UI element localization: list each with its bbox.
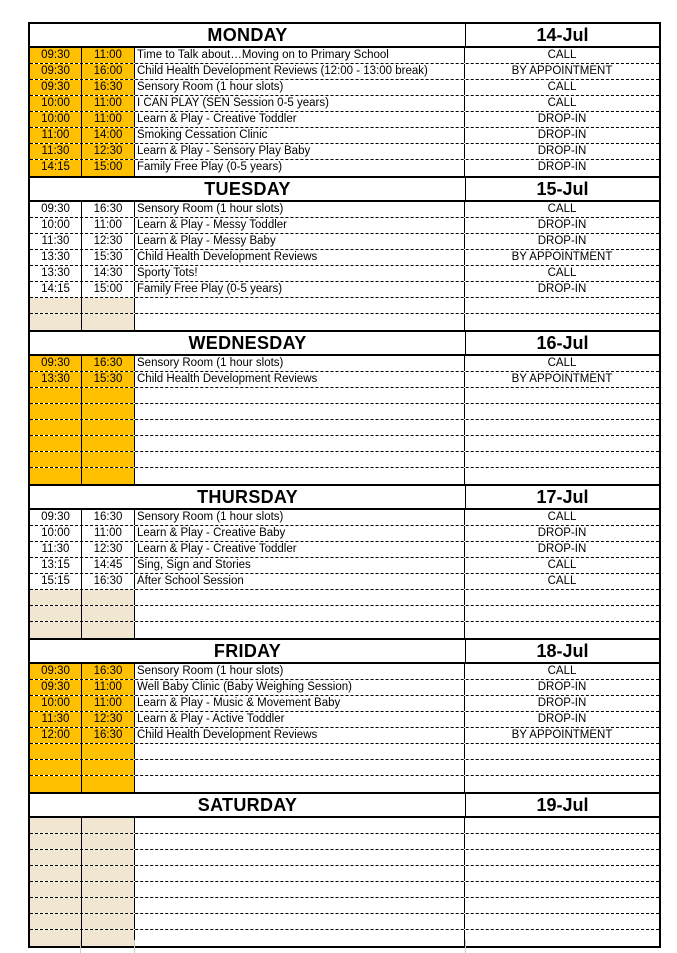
schedule-row <box>30 282 659 298</box>
end-time <box>82 314 135 330</box>
booking-type: CALL <box>547 357 577 369</box>
schedule-row <box>30 112 659 128</box>
activity: Smoking Cessation Clinic <box>135 128 465 143</box>
end-time: 16:30 <box>82 574 135 589</box>
day-name: THURSDAY <box>30 486 466 508</box>
booking-type <box>465 898 659 913</box>
activity: Sensory Room (1 hour slots) <box>135 202 465 217</box>
booking-type: DROP-IN <box>537 235 587 247</box>
booking-type <box>465 468 659 484</box>
end-time <box>82 850 135 865</box>
booking-type: DROP-IN <box>537 543 587 555</box>
activity <box>135 468 465 484</box>
end-time <box>82 590 135 605</box>
booking-type: DROP-IN <box>537 527 587 539</box>
start-time: 14:15 <box>30 160 82 176</box>
activity: Child Health Development Reviews <box>135 250 465 265</box>
end-time: 11:00 <box>82 218 135 233</box>
day-date: 19-Jul <box>536 795 589 815</box>
activity <box>135 866 465 881</box>
schedule-row <box>30 850 659 866</box>
end-time <box>82 404 135 419</box>
end-time <box>82 776 135 792</box>
start-time: 09:30 <box>30 510 82 525</box>
booking-type <box>465 314 659 330</box>
start-time <box>30 818 82 833</box>
schedule-row <box>30 266 659 282</box>
booking-type <box>465 914 659 929</box>
day-header <box>30 24 659 48</box>
activity <box>135 404 465 419</box>
start-time: 09:30 <box>30 80 82 95</box>
schedule-row <box>30 388 659 404</box>
start-time <box>30 436 82 451</box>
start-time: 13:30 <box>30 250 82 265</box>
end-time: 12:30 <box>82 712 135 727</box>
end-time <box>82 468 135 484</box>
schedule-row <box>30 160 659 176</box>
schedule-row <box>30 404 659 420</box>
start-time: 11:00 <box>30 128 82 143</box>
schedule-row <box>30 218 659 234</box>
end-time: 16:30 <box>82 356 135 371</box>
schedule-row <box>30 590 659 606</box>
booking-type: CALL <box>547 267 577 279</box>
schedule-row <box>30 314 659 330</box>
booking-type <box>465 590 659 605</box>
sheet-overflow-gridlines <box>28 940 661 953</box>
activity: Learn & Play - Music & Movement Baby <box>135 696 465 711</box>
schedule-row <box>30 48 659 64</box>
booking-type <box>465 866 659 881</box>
schedule-row <box>30 744 659 760</box>
end-time: 12:30 <box>82 542 135 557</box>
day-header <box>30 332 659 356</box>
booking-type: CALL <box>547 97 577 109</box>
booking-type <box>465 436 659 451</box>
activity <box>135 818 465 833</box>
schedule-row <box>30 760 659 776</box>
day-block-friday <box>28 638 661 792</box>
end-time: 11:00 <box>82 96 135 111</box>
start-time: 11:30 <box>30 144 82 159</box>
activity <box>135 850 465 865</box>
schedule-row <box>30 468 659 484</box>
end-time <box>82 866 135 881</box>
end-time: 16:30 <box>82 728 135 743</box>
activity <box>135 898 465 913</box>
schedule-row <box>30 526 659 542</box>
schedule-row <box>30 96 659 112</box>
booking-type: DROP-IN <box>537 161 587 173</box>
booking-type: DROP-IN <box>537 145 587 157</box>
activity: After School Session <box>135 574 465 589</box>
end-time <box>82 452 135 467</box>
schedule-row <box>30 202 659 218</box>
end-time: 11:00 <box>82 696 135 711</box>
start-time <box>30 850 82 865</box>
day-date: 16-Jul <box>536 333 589 353</box>
start-time <box>30 760 82 775</box>
start-time <box>30 420 82 435</box>
start-time: 11:30 <box>30 712 82 727</box>
booking-type <box>465 606 659 621</box>
start-time <box>30 468 82 484</box>
day-header <box>30 486 659 510</box>
booking-type: CALL <box>547 81 577 93</box>
schedule-row <box>30 834 659 850</box>
activity: Time to Talk about…Moving on to Primary School <box>135 48 465 63</box>
end-time: 16:30 <box>82 80 135 95</box>
activity: Sensory Room (1 hour slots) <box>135 356 465 371</box>
start-time <box>30 590 82 605</box>
booking-type: CALL <box>547 203 577 215</box>
start-time: 11:30 <box>30 542 82 557</box>
start-time <box>30 452 82 467</box>
day-name: WEDNESDAY <box>30 332 466 354</box>
booking-type <box>465 744 659 759</box>
day-name: FRIDAY <box>30 640 466 662</box>
booking-type <box>465 760 659 775</box>
booking-type <box>465 298 659 313</box>
activity: Well Baby Clinic (Baby Weighing Session) <box>135 680 465 695</box>
activity: Child Health Development Reviews <box>135 372 465 387</box>
end-time: 16:30 <box>82 510 135 525</box>
end-time: 15:00 <box>82 282 135 297</box>
end-time: 11:00 <box>82 112 135 127</box>
end-time: 15:30 <box>82 372 135 387</box>
start-time: 09:30 <box>30 664 82 679</box>
schedule-row <box>30 776 659 792</box>
booking-type: CALL <box>547 49 577 61</box>
booking-type: BY APPOINTMENT <box>511 251 613 263</box>
activity: Learn & Play - Messy Baby <box>135 234 465 249</box>
day-date: 17-Jul <box>536 487 589 507</box>
start-time <box>30 404 82 419</box>
booking-type: BY APPOINTMENT <box>511 65 613 77</box>
start-time <box>30 776 82 792</box>
booking-type <box>465 834 659 849</box>
start-time: 09:30 <box>30 64 82 79</box>
activity <box>135 452 465 467</box>
booking-type: CALL <box>547 559 577 571</box>
activity <box>135 388 465 403</box>
activity: Learn & Play - Creative Baby <box>135 526 465 541</box>
end-time: 14:45 <box>82 558 135 573</box>
day-date: 15-Jul <box>536 179 589 199</box>
activity <box>135 436 465 451</box>
activity <box>135 760 465 775</box>
schedule-row <box>30 64 659 80</box>
activity <box>135 590 465 605</box>
day-header <box>30 640 659 664</box>
booking-type: DROP-IN <box>537 129 587 141</box>
schedule-row <box>30 420 659 436</box>
end-time <box>82 388 135 403</box>
schedule-row <box>30 510 659 526</box>
day-date: 14-Jul <box>536 25 589 45</box>
end-time <box>82 298 135 313</box>
schedule-row <box>30 882 659 898</box>
end-time <box>82 744 135 759</box>
activity <box>135 882 465 897</box>
activity <box>135 744 465 759</box>
activity <box>135 606 465 621</box>
booking-type: CALL <box>547 575 577 587</box>
day-block-wednesday <box>28 330 661 484</box>
end-time: 11:00 <box>82 680 135 695</box>
start-time <box>30 882 82 897</box>
day-block-saturday <box>28 792 661 948</box>
schedule-row <box>30 696 659 712</box>
day-header <box>30 794 659 818</box>
end-time <box>82 760 135 775</box>
booking-type: DROP-IN <box>537 283 587 295</box>
schedule-row <box>30 128 659 144</box>
start-time: 09:30 <box>30 356 82 371</box>
start-time: 12:00 <box>30 728 82 743</box>
end-time <box>82 914 135 929</box>
end-time <box>82 818 135 833</box>
activity <box>135 298 465 313</box>
activity <box>135 420 465 435</box>
booking-type: CALL <box>547 665 577 677</box>
day-block-tuesday <box>28 176 661 330</box>
day-name: TUESDAY <box>30 178 466 200</box>
end-time: 12:30 <box>82 144 135 159</box>
start-time <box>30 898 82 913</box>
booking-type <box>465 452 659 467</box>
end-time: 12:30 <box>82 234 135 249</box>
activity <box>135 914 465 929</box>
start-time <box>30 606 82 621</box>
booking-type <box>465 404 659 419</box>
activity: Learn & Play - Messy Toddler <box>135 218 465 233</box>
day-block-monday <box>28 22 661 176</box>
schedule-row <box>30 606 659 622</box>
start-time: 09:30 <box>30 202 82 217</box>
end-time: 11:00 <box>82 526 135 541</box>
booking-type: BY APPOINTMENT <box>511 373 613 385</box>
activity: Sensory Room (1 hour slots) <box>135 664 465 679</box>
day-date: 18-Jul <box>536 641 589 661</box>
activity: Learn & Play - Active Toddler <box>135 712 465 727</box>
end-time: 11:00 <box>82 48 135 63</box>
start-time: 09:30 <box>30 48 82 63</box>
schedule-row <box>30 298 659 314</box>
schedule-row <box>30 898 659 914</box>
schedule-row <box>30 234 659 250</box>
booking-type <box>465 850 659 865</box>
schedule-row <box>30 372 659 388</box>
booking-type: DROP-IN <box>537 681 587 693</box>
booking-type: DROP-IN <box>537 713 587 725</box>
end-time: 16:30 <box>82 664 135 679</box>
start-time: 10:00 <box>30 696 82 711</box>
start-time: 11:30 <box>30 234 82 249</box>
end-time <box>82 436 135 451</box>
booking-type: DROP-IN <box>537 113 587 125</box>
activity <box>135 622 465 638</box>
start-time <box>30 622 82 638</box>
start-time: 13:15 <box>30 558 82 573</box>
end-time <box>82 882 135 897</box>
day-header <box>30 178 659 202</box>
end-time: 15:30 <box>82 250 135 265</box>
activity: Learn & Play - Creative Toddler <box>135 542 465 557</box>
booking-type <box>465 818 659 833</box>
activity <box>135 834 465 849</box>
schedule-row <box>30 680 659 696</box>
schedule-row <box>30 622 659 638</box>
schedule-row <box>30 250 659 266</box>
activity: Learn & Play - Sensory Play Baby <box>135 144 465 159</box>
start-time <box>30 834 82 849</box>
end-time <box>82 606 135 621</box>
activity: Sensory Room (1 hour slots) <box>135 510 465 525</box>
day-block-thursday <box>28 484 661 638</box>
end-time: 16:00 <box>82 64 135 79</box>
booking-type: DROP-IN <box>537 697 587 709</box>
booking-type <box>465 882 659 897</box>
end-time <box>82 834 135 849</box>
start-time: 10:00 <box>30 218 82 233</box>
activity: Sensory Room (1 hour slots) <box>135 80 465 95</box>
schedule-row <box>30 866 659 882</box>
booking-type <box>465 420 659 435</box>
activity: Sporty Tots! <box>135 266 465 281</box>
activity: Sing, Sign and Stories <box>135 558 465 573</box>
end-time <box>82 898 135 913</box>
booking-type <box>465 388 659 403</box>
activity: Learn & Play - Creative Toddler <box>135 112 465 127</box>
activity: Family Free Play (0-5 years) <box>135 282 465 297</box>
schedule-row <box>30 542 659 558</box>
activity: Family Free Play (0-5 years) <box>135 160 465 176</box>
end-time: 14:00 <box>82 128 135 143</box>
start-time: 10:00 <box>30 96 82 111</box>
schedule-row <box>30 558 659 574</box>
schedule-row <box>30 452 659 468</box>
start-time <box>30 314 82 330</box>
schedule-row <box>30 818 659 834</box>
end-time <box>82 622 135 638</box>
day-name: MONDAY <box>30 24 466 46</box>
start-time <box>30 744 82 759</box>
start-time <box>30 298 82 313</box>
schedule-row <box>30 574 659 590</box>
booking-type <box>465 622 659 638</box>
end-time: 16:30 <box>82 202 135 217</box>
schedule-row <box>30 914 659 930</box>
schedule-row <box>30 436 659 452</box>
day-name: SATURDAY <box>30 794 466 816</box>
start-time: 15:15 <box>30 574 82 589</box>
start-time <box>30 914 82 929</box>
start-time: 13:30 <box>30 372 82 387</box>
activity: Child Health Development Reviews (12:00 - 13:00 break) <box>135 64 465 79</box>
start-time: 13:30 <box>30 266 82 281</box>
schedule-row <box>30 712 659 728</box>
schedule-row <box>30 356 659 372</box>
booking-type: BY APPOINTMENT <box>511 729 613 741</box>
end-time <box>82 420 135 435</box>
schedule-row <box>30 80 659 96</box>
start-time <box>30 388 82 403</box>
end-time: 15:00 <box>82 160 135 176</box>
booking-type: CALL <box>547 511 577 523</box>
start-time: 10:00 <box>30 526 82 541</box>
activity: Child Health Development Reviews <box>135 728 465 743</box>
timetable <box>28 22 661 948</box>
start-time: 09:30 <box>30 680 82 695</box>
booking-type <box>465 776 659 792</box>
activity <box>135 776 465 792</box>
activity: I CAN PLAY (SEN Session 0-5 years) <box>135 96 465 111</box>
schedule-row <box>30 144 659 160</box>
schedule-row <box>30 664 659 680</box>
activity <box>135 314 465 330</box>
start-time: 14:15 <box>30 282 82 297</box>
end-time: 14:30 <box>82 266 135 281</box>
schedule-row <box>30 728 659 744</box>
booking-type: DROP-IN <box>537 219 587 231</box>
start-time <box>30 866 82 881</box>
start-time: 10:00 <box>30 112 82 127</box>
